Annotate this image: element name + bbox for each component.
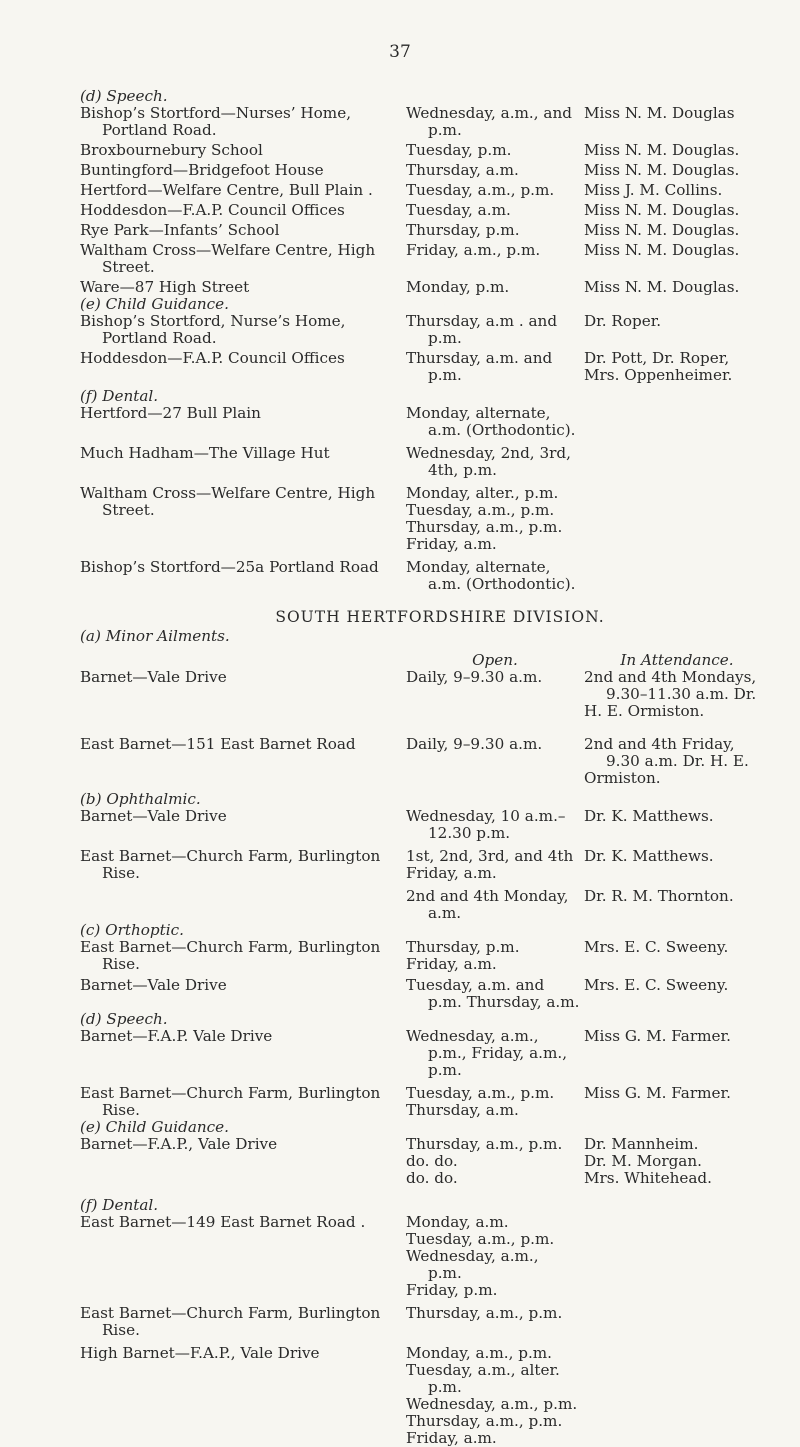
location-cell: [80, 202, 406, 219]
time-cell: [406, 105, 584, 139]
attendance-cell: [584, 142, 770, 159]
location-cell: [80, 162, 406, 179]
attendance-cell: [584, 182, 770, 199]
attendance-cell: [584, 1085, 770, 1102]
time-cell: [406, 485, 584, 553]
time-line: 4th, p.m.: [428, 461, 497, 479]
time-line: p.m. Thursday, a.m.: [428, 993, 580, 1011]
page-content: [80, 88, 770, 1447]
time-line: 2nd and 4th Monday,: [406, 887, 569, 905]
attendance-cell: [584, 808, 770, 825]
location-line: Portland Road.: [102, 121, 217, 139]
time-line: Friday, a.m.: [406, 1429, 497, 1447]
attendance-line: Dr. Roper.: [584, 312, 662, 330]
attendance-line: Dr. R. M. Thornton.: [584, 887, 734, 905]
time-line: a.m. (Orthodontic).: [428, 421, 576, 439]
time-line: p.m.: [428, 1378, 462, 1396]
location-line: Hoddesdon—F.A.P. Council Offices: [80, 201, 345, 219]
time-line: Monday, alternate,: [406, 404, 551, 422]
time-line: Thursday, a.m., p.m.: [406, 1304, 563, 1322]
location-line: Ware—87 High Street: [80, 278, 250, 296]
table-row: [80, 669, 770, 720]
time-line: Monday, alter., p.m.: [406, 484, 559, 502]
table-row: [80, 1028, 770, 1079]
location-cell: [80, 445, 406, 462]
location-line: Rise.: [102, 1321, 140, 1339]
time-line: Thursday, a.m. and: [406, 349, 553, 367]
time-line: Tuesday, a.m.: [406, 201, 511, 219]
division-title: SOUTH HERTFORDSHIRE DIVISION.: [275, 608, 605, 626]
location-line: East Barnet—Church Farm, Burlington: [80, 1084, 381, 1102]
attendance-cell: [584, 736, 770, 787]
attendance-line: Miss N. M. Douglas.: [584, 141, 740, 159]
time-line: Tuesday, a.m., p.m.: [406, 1230, 555, 1248]
location-line: East Barnet—Church Farm, Burlington: [80, 938, 381, 956]
location-line: Barnet—Vale Drive: [80, 976, 227, 994]
time-line: Tuesday, a.m., p.m.: [406, 501, 555, 519]
location-line: Street.: [102, 501, 155, 519]
location-cell: [80, 848, 406, 882]
time-cell: [406, 1305, 584, 1322]
attendance-line: Miss N. M. Douglas.: [584, 161, 740, 179]
location-line: Bishop’s Stortford—Nurses’ Home,: [80, 104, 352, 122]
location-line: Waltham Cross—Welfare Centre, High: [80, 484, 376, 502]
time-line: Thursday, a.m., p.m.: [406, 1135, 563, 1153]
attendance-line: Miss N. M. Douglas.: [584, 221, 740, 239]
time-line: Tuesday, a.m., alter.: [406, 1361, 560, 1379]
attendance-cell: [584, 222, 770, 239]
location-line: Rye Park—Infants’ School: [80, 221, 280, 239]
table-row: [80, 939, 770, 973]
time-cell: [406, 808, 584, 842]
time-line: do. do.: [406, 1169, 458, 1187]
attendance-line: 9.30–11.30 a.m. Dr.: [606, 685, 757, 703]
time-cell: [406, 1028, 584, 1079]
attendance-line: Miss J. M. Collins.: [584, 181, 723, 199]
location-cell: [80, 1305, 406, 1339]
column-header-attendance: In Attendance.: [620, 651, 734, 669]
attendance-line: Miss G. M. Farmer.: [584, 1084, 731, 1102]
attendance-cell: [584, 669, 770, 720]
attendance-cell: [584, 105, 770, 122]
north-speech-heading: (d) Speech.: [80, 87, 168, 105]
location-cell: [80, 142, 406, 159]
table-row: [80, 162, 770, 179]
table-row: [80, 559, 770, 593]
location-line: East Barnet—Church Farm, Burlington: [80, 847, 381, 865]
attendance-line: Mrs. Oppenheimer.: [584, 366, 733, 384]
location-line: Rise.: [102, 955, 140, 973]
time-cell: [406, 888, 584, 922]
time-line: Wednesday, a.m., p.m.: [406, 1395, 578, 1413]
time-line: Tuesday, p.m.: [406, 141, 512, 159]
time-cell: [406, 736, 584, 753]
attendance-cell: [584, 279, 770, 296]
time-cell: [406, 313, 584, 347]
attendance-line: Miss N. M. Douglas.: [584, 278, 740, 296]
table-row: [80, 1136, 770, 1187]
time-line: p.m.: [428, 366, 462, 384]
location-cell: [80, 105, 406, 139]
location-cell: [80, 1136, 406, 1153]
time-line: Thursday, p.m.: [406, 221, 520, 239]
location-cell: [80, 669, 406, 686]
table-row: [80, 445, 770, 479]
attendance-line: Dr. M. Morgan.: [584, 1152, 702, 1170]
time-line: Friday, a.m.: [406, 955, 497, 973]
south-child-guidance-heading: (e) Child Guidance.: [80, 1118, 229, 1136]
column-header-open: Open.: [472, 651, 518, 669]
south-ophthalmic-table: [80, 808, 770, 922]
table-row: [80, 242, 770, 276]
attendance-cell: [584, 977, 770, 994]
table-row: [80, 105, 770, 139]
time-line: Thursday, a.m.: [406, 1101, 519, 1119]
attendance-line: Dr. K. Matthews.: [584, 847, 714, 865]
table-row: [80, 350, 770, 384]
time-cell: [406, 445, 584, 479]
attendance-cell: [584, 242, 770, 259]
location-line: Hertford—Welfare Centre, Bull Plain .: [80, 181, 373, 199]
attendance-cell: [584, 162, 770, 179]
time-line: a.m. (Orthodontic).: [428, 575, 576, 593]
location-cell: [80, 808, 406, 825]
attendance-line: Miss N. M. Douglas.: [584, 201, 740, 219]
location-cell: [80, 1085, 406, 1119]
time-line: Thursday, a.m., p.m.: [406, 1412, 563, 1430]
time-cell: [406, 1136, 584, 1187]
location-line: Broxbournebury School: [80, 141, 263, 159]
attendance-line: Mrs. E. C. Sweeny.: [584, 976, 729, 994]
time-cell: [406, 242, 584, 259]
south-dental-table: [80, 1214, 770, 1447]
location-cell: [80, 977, 406, 994]
location-line: East Barnet—Church Farm, Burlington: [80, 1304, 381, 1322]
table-row: [80, 1345, 770, 1447]
attendance-cell: [584, 313, 770, 330]
attendance-cell: [584, 1136, 770, 1187]
location-line: Portland Road.: [102, 329, 217, 347]
time-line: 1st, 2nd, 3rd, and 4th: [406, 847, 574, 865]
attendance-line: Dr. K. Matthews.: [584, 807, 714, 825]
south-minor-ailments-table: [80, 669, 770, 787]
time-cell: [406, 669, 584, 686]
south-orthoptic-heading: (c) Orthoptic.: [80, 921, 184, 939]
north-child-guidance-heading: (e) Child Guidance.: [80, 295, 229, 313]
time-line: Friday, p.m.: [406, 1281, 498, 1299]
time-line: Wednesday, a.m.,: [406, 1027, 539, 1045]
south-speech-heading: (d) Speech.: [80, 1010, 168, 1028]
time-cell: [406, 1345, 584, 1447]
north-child-guidance-table: [80, 313, 770, 384]
south-child-guidance-table: [80, 1136, 770, 1187]
table-row: [80, 222, 770, 239]
location-line: Barnet—F.A.P., Vale Drive: [80, 1135, 278, 1153]
south-orthoptic-table: [80, 939, 770, 1011]
time-line: Thursday, a.m., p.m.: [406, 518, 563, 536]
time-line: Daily, 9–9.30 a.m.: [406, 668, 543, 686]
location-cell: [80, 485, 406, 519]
time-cell: [406, 939, 584, 973]
time-cell: [406, 350, 584, 384]
time-line: Friday, a.m.: [406, 535, 497, 553]
time-line: Monday, alternate,: [406, 558, 551, 576]
location-line: Barnet—F.A.P. Vale Drive: [80, 1027, 273, 1045]
time-line: Monday, a.m.: [406, 1213, 509, 1231]
time-cell: [406, 202, 584, 219]
attendance-line: Miss N. M. Douglas: [584, 104, 735, 122]
attendance-line: Miss N. M. Douglas.: [584, 241, 740, 259]
time-line: Tuesday, a.m. and: [406, 976, 545, 994]
location-line: Hertford—27 Bull Plain: [80, 404, 261, 422]
time-cell: [406, 1085, 584, 1119]
time-line: Monday, a.m., p.m.: [406, 1344, 553, 1362]
attendance-cell: [584, 1028, 770, 1045]
table-row: [80, 1085, 770, 1119]
location-line: Hoddesdon—F.A.P. Council Offices: [80, 349, 345, 367]
attendance-line: Mrs. Whitehead.: [584, 1169, 712, 1187]
table-row: [80, 202, 770, 219]
table-row: [80, 977, 770, 1011]
location-line: Street.: [102, 258, 155, 276]
location-line: Bishop’s Stortford, Nurse’s Home,: [80, 312, 346, 330]
location-cell: [80, 1028, 406, 1045]
attendance-line: Ormiston.: [584, 769, 661, 787]
table-row: [80, 485, 770, 553]
time-cell: [406, 1214, 584, 1299]
time-cell: [406, 162, 584, 179]
location-line: Rise.: [102, 1101, 140, 1119]
south-minor-ailments-heading: (a) Minor Ailments.: [80, 627, 230, 645]
time-cell: [406, 182, 584, 199]
time-cell: [406, 279, 584, 296]
location-cell: [80, 559, 406, 576]
location-line: Buntingford—Bridgefoot House: [80, 161, 324, 179]
attendance-cell: [584, 888, 770, 905]
location-cell: [80, 1214, 406, 1231]
table-row: [80, 736, 770, 787]
table-row: [80, 848, 770, 882]
north-speech-table: [80, 105, 770, 296]
time-cell: [406, 559, 584, 593]
table-row: [80, 888, 770, 922]
time-line: do. do.: [406, 1152, 458, 1170]
time-line: Wednesday, 2nd, 3rd,: [406, 444, 571, 462]
location-line: Much Hadham—The Village Hut: [80, 444, 330, 462]
time-line: 12.30 p.m.: [428, 824, 511, 842]
south-dental-heading: (f) Dental.: [80, 1196, 159, 1214]
time-cell: [406, 977, 584, 1011]
table-row: [80, 142, 770, 159]
table-row: [80, 1214, 770, 1299]
south-ophthalmic-heading: (b) Ophthalmic.: [80, 790, 201, 808]
location-cell: [80, 736, 406, 753]
attendance-line: 9.30 a.m. Dr. H. E.: [606, 752, 749, 770]
time-line: Tuesday, a.m., p.m.: [406, 1084, 555, 1102]
north-dental-table: [80, 405, 770, 593]
location-line: High Barnet—F.A.P., Vale Drive: [80, 1344, 320, 1362]
time-line: Wednesday, 10 a.m.–: [406, 807, 566, 825]
location-line: Rise.: [102, 864, 140, 882]
table-row: [80, 405, 770, 439]
attendance-line: Dr. Pott, Dr. Roper,: [584, 349, 730, 367]
north-dental-heading: (f) Dental.: [80, 387, 159, 405]
table-row: [80, 808, 770, 842]
time-line: Wednesday, a.m., and: [406, 104, 572, 122]
table-row: [80, 182, 770, 199]
location-line: East Barnet—151 East Barnet Road: [80, 735, 356, 753]
location-cell: [80, 939, 406, 973]
attendance-cell: [584, 848, 770, 865]
page-number: 37: [389, 42, 411, 62]
time-line: p.m.: [428, 1061, 462, 1079]
attendance-cell: [584, 939, 770, 956]
location-cell: [80, 313, 406, 347]
table-row: [80, 279, 770, 296]
attendance-line: Dr. Mannheim.: [584, 1135, 699, 1153]
time-line: Thursday, a.m.: [406, 161, 519, 179]
time-line: Wednesday, a.m.,: [406, 1247, 539, 1265]
time-line: Friday, a.m.: [406, 864, 497, 882]
table-row: [80, 1305, 770, 1339]
time-line: Daily, 9–9.30 a.m.: [406, 735, 543, 753]
location-line: East Barnet—149 East Barnet Road .: [80, 1213, 366, 1231]
column-header-row: [80, 652, 770, 669]
south-speech-table: [80, 1028, 770, 1119]
location-cell: [80, 405, 406, 422]
time-line: Thursday, p.m.: [406, 938, 520, 956]
attendance-cell: [584, 202, 770, 219]
attendance-line: H. E. Ormiston.: [584, 702, 705, 720]
table-row: [80, 313, 770, 347]
attendance-line: Mrs. E. C. Sweeny.: [584, 938, 729, 956]
attendance-cell: [584, 350, 770, 384]
attendance-line: 2nd and 4th Friday,: [584, 735, 735, 753]
time-cell: [406, 405, 584, 439]
time-line: p.m.: [428, 1264, 462, 1282]
time-line: p.m.: [428, 329, 462, 347]
location-cell: [80, 242, 406, 276]
location-line: Bishop’s Stortford—25a Portland Road: [80, 558, 379, 576]
location-line: Barnet—Vale Drive: [80, 668, 227, 686]
time-line: p.m.: [428, 121, 462, 139]
location-line: Barnet—Vale Drive: [80, 807, 227, 825]
time-line: Tuesday, a.m., p.m.: [406, 181, 555, 199]
time-cell: [406, 142, 584, 159]
location-cell: [80, 279, 406, 296]
attendance-line: Miss G. M. Farmer.: [584, 1027, 731, 1045]
time-line: Friday, a.m., p.m.: [406, 241, 541, 259]
time-line: Thursday, a.m . and: [406, 312, 558, 330]
location-cell: [80, 350, 406, 367]
time-line: Monday, p.m.: [406, 278, 510, 296]
attendance-line: 2nd and 4th Mondays,: [584, 668, 757, 686]
time-cell: [406, 848, 584, 882]
location-cell: [80, 1345, 406, 1362]
time-line: a.m.: [428, 904, 462, 922]
location-cell: [80, 182, 406, 199]
time-line: p.m., Friday, a.m.,: [428, 1044, 568, 1062]
location-cell: [80, 222, 406, 239]
location-line: Waltham Cross—Welfare Centre, High: [80, 241, 376, 259]
time-cell: [406, 222, 584, 239]
